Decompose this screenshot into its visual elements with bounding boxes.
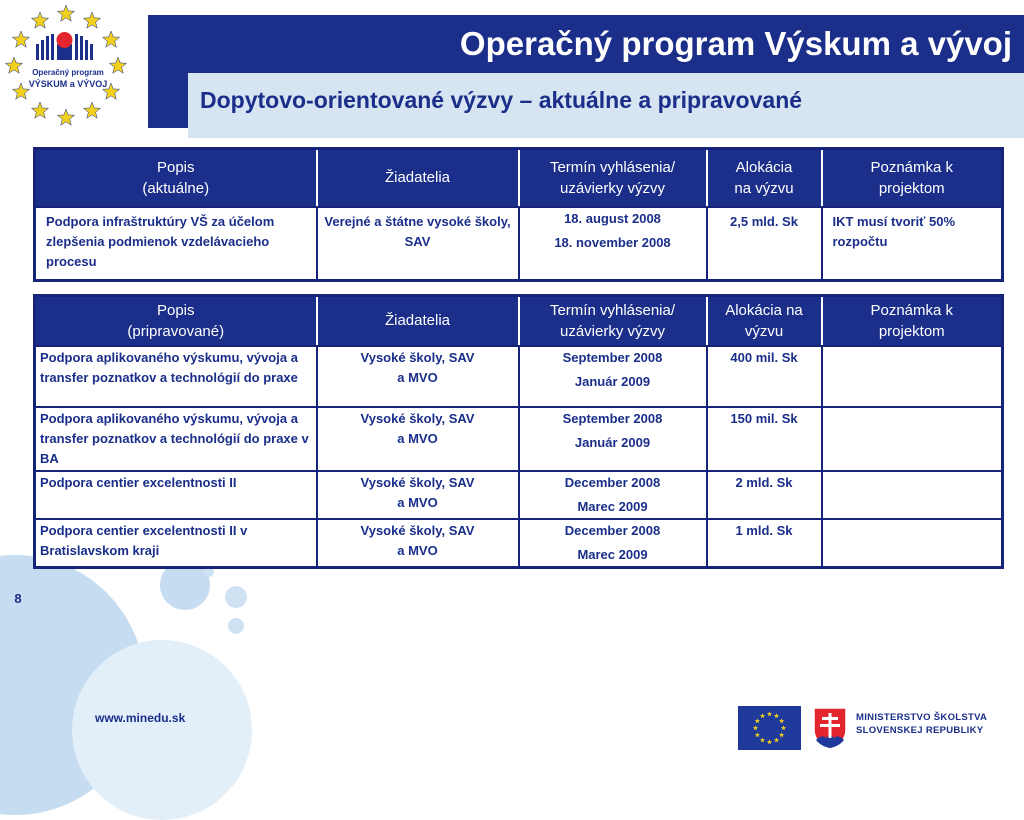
eu-flag-icon (738, 706, 801, 750)
star-icon (57, 5, 74, 21)
table-row (35, 407, 1003, 471)
star-icon (5, 57, 22, 73)
header-termin: Termín vyhlásenia/ uzávierky výzvy (519, 296, 707, 346)
header-popis: Popis (aktuálne) (35, 149, 317, 207)
star-icon (31, 12, 48, 28)
page-subtitle: Dopytovo-orientované výzvy – aktuálne a pripravované (200, 87, 803, 113)
header-poznamka: Poznámka k projektom (822, 149, 1003, 207)
cell-poznamka (822, 519, 1003, 568)
cell-alokacia: 2,5 mld. Sk (707, 207, 822, 281)
header-ziadatelia: Žiadatelia (317, 149, 519, 207)
table-row (35, 346, 1003, 407)
ministry-name-line1: MINISTERSTVO ŠKOLSTVA (856, 712, 988, 723)
decor-circle-bottom (72, 640, 252, 820)
cell-ziadatelia: Vysoké školy, SAV a MVO (317, 519, 519, 568)
cell-poznamka (822, 407, 1003, 471)
ministry-name-line2: SLOVENSKEJ REPUBLIKY (856, 725, 984, 736)
star-icon (102, 31, 119, 47)
cell-popis: Podpora infraštruktúry VŠ za účelom zlepšenia podmienok vzdelávacieho procesu (35, 207, 317, 281)
cell-popis: Podpora aplikovaného výskumu, vývoja a transfer poznatkov a technológií do praxe v BA (35, 407, 317, 471)
cell-popis: Podpora aplikovaného výskumu, vývoja a transfer poznatkov a technológií do praxe (35, 346, 317, 407)
cell-alokacia: 1 mld. Sk (707, 519, 822, 568)
website-link[interactable]: www.minedu.sk (95, 711, 186, 725)
star-icon (83, 12, 100, 28)
cell-termin: September 2008 Január 2009 (519, 407, 707, 471)
header-ziadatelia: Žiadatelia (317, 296, 519, 346)
table-header-row (35, 149, 1003, 207)
cell-termin: December 2008 Marec 2009 (519, 471, 707, 519)
cell-poznamka (822, 471, 1003, 519)
star-icon (83, 102, 100, 118)
header-termin: Termín vyhlásenia/ uzávierky výzvy (519, 149, 707, 207)
cell-popis: Podpora centier excelentnosti II (35, 471, 317, 519)
cell-ziadatelia: Vysoké školy, SAV a MVO (317, 407, 519, 471)
star-icon (31, 102, 48, 118)
header-poznamka: Poznámka k projektom (822, 296, 1003, 346)
cell-poznamka: IKT musí tvoriť 50% rozpočtu (822, 207, 1003, 281)
table-row (35, 519, 1003, 568)
page-number: 8 (14, 591, 22, 606)
table-planned-calls (33, 294, 1004, 569)
header-popis: Popis (pripravované) (35, 296, 317, 346)
cell-ziadatelia: Vysoké školy, SAV a MVO (317, 346, 519, 407)
table-row (35, 471, 1003, 519)
cell-alokacia: 2 mld. Sk (707, 471, 822, 519)
logo-bars-icon (36, 32, 93, 60)
header-accent-strip (148, 73, 188, 128)
logo-text-name: VÝSKUM a VÝVOJ (28, 79, 108, 89)
table-header-row (35, 296, 1003, 346)
table-current-calls (33, 147, 1004, 282)
cell-poznamka (822, 346, 1003, 407)
cell-termin: 18. august 2008 18. november 2008 (519, 207, 707, 281)
cell-termin: September 2008 Január 2009 (519, 346, 707, 407)
decor-circle-dot1 (228, 618, 244, 634)
header-alokacia: Alokácia na výzvu (707, 149, 822, 207)
logo-text-program: Operačný program (32, 68, 104, 77)
logo-stars-ring (5, 5, 126, 125)
decor-circle-dot2 (204, 567, 214, 577)
star-icon (57, 109, 74, 125)
cell-ziadatelia: Vysoké školy, SAV a MVO (317, 471, 519, 519)
page-title: Operačný program Výskum a vývoj (459, 25, 1012, 62)
cell-popis: Podpora centier excelentnosti II v Bratislavskom kraji (35, 519, 317, 568)
table-row (35, 207, 1003, 281)
header-alokacia: Alokácia na výzvu (707, 296, 822, 346)
cell-termin: December 2008 Marec 2009 (519, 519, 707, 568)
slovak-coat-of-arms-icon (812, 706, 848, 750)
cell-alokacia: 150 mil. Sk (707, 407, 822, 471)
decor-circle-small (225, 586, 247, 608)
star-icon (12, 31, 29, 47)
cell-ziadatelia: Verejné a štátne vysoké školy, SAV (317, 207, 519, 281)
cell-alokacia: 400 mil. Sk (707, 346, 822, 407)
